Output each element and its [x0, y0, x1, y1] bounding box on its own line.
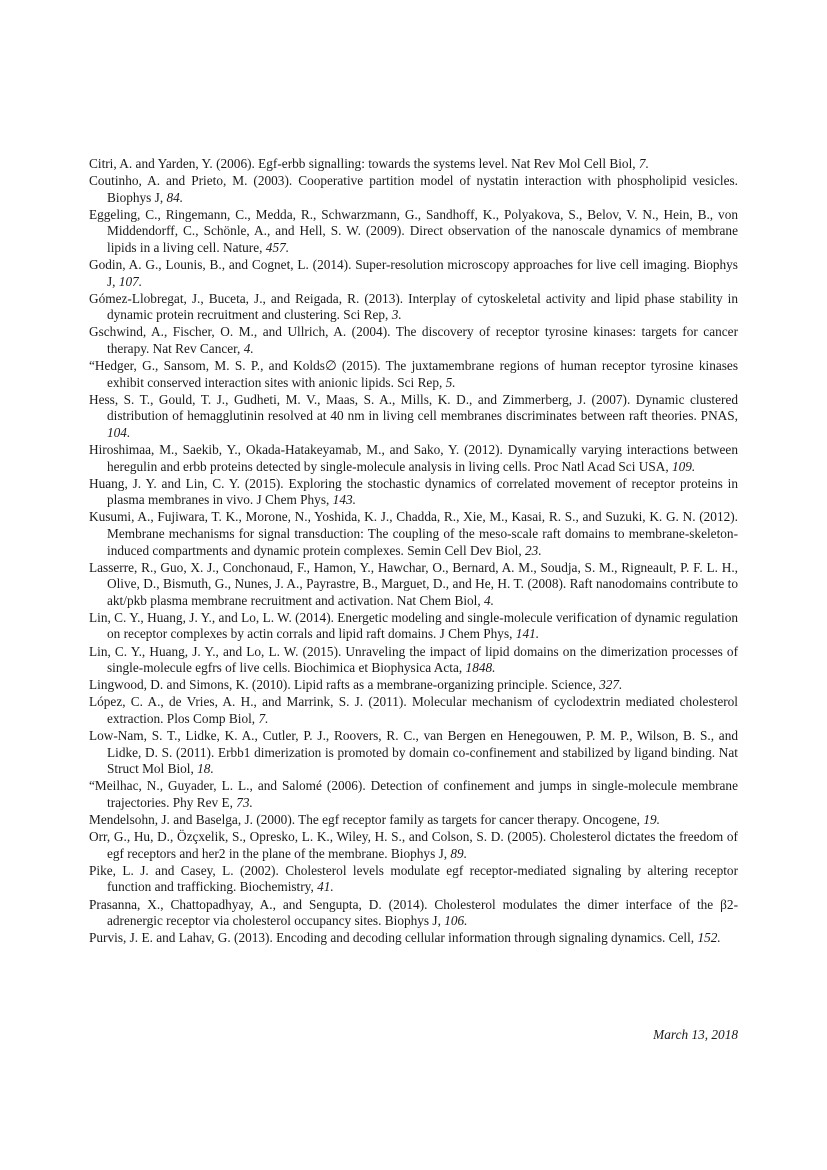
- reference-entry: [89, 173, 738, 206]
- reference-volume: 106.: [444, 913, 468, 929]
- reference-text: Purvis, J. E. and Lahav, G. (2013). Encoding and decoding cellular information through signaling dynamics. Cell,: [89, 930, 698, 946]
- reference-volume: 104.: [107, 424, 131, 440]
- reference-entry: [89, 476, 738, 509]
- reference-text: Coutinho, A. and Prieto, M. (2003). Cooperative partition model of nystatin interaction with phospholipid vesicles. Biophys J,: [89, 173, 738, 205]
- reference-volume: 109.: [671, 458, 696, 474]
- reference-volume: 107.: [118, 273, 143, 289]
- reference-entry: [89, 930, 738, 947]
- reference-volume: 7.: [638, 156, 649, 171]
- reference-text: López, C. A., de Vries, A. H., and Marrink, S. J. (2011). Molecular mechanism of cyclodextrin mediated cholesterol extraction. Plos Comp Biol,: [89, 694, 738, 726]
- reference-text: Low-Nam, S. T., Lidke, K. A., Cutler, P. J., Roovers, R. C., van Bergen en Henegouwen, P. M. P., Wilson, B. S., and Lidke, D. S. (2011). Erbb1 dimerization is promoted by domain co-confinement and stabilized by ligand binding. Nat Struct Mol Biol,: [89, 728, 738, 777]
- reference-text: “Meilhac, N., Guyader, L. L., and Salomé (2006). Detection of confinement and jumps in single-molecule membrane trajectories. Phy Rev E,: [89, 778, 738, 810]
- reference-entry: [89, 291, 738, 324]
- reference-text: Kusumi, A., Fujiwara, T. K., Morone, N., Yoshida, K. J., Chadda, R., Xie, M., Kasai, R. S., and Suzuki, K. G. N. (2012). Membrane mechanisms for signal transduction: The coupling of the meso-scale raft domains to membrane-skeleton-induced compartments and dynamic protein complexes. Semin Cell Dev Biol,: [89, 509, 738, 558]
- reference-text: Gschwind, A., Fischer, O. M., and Ullrich, A. (2004). The discovery of receptor tyrosine kinases: targets for cancer therapy. Nat Rev Cancer,: [89, 324, 738, 356]
- reference-volume: 5.: [445, 374, 456, 390]
- reference-text: Hiroshimaa, M., Saekib, Y., Okada-Hatakeyamab, M., and Sako, Y. (2012). Dynamically varying interactions between heregulin and erbb proteins detected by single-molecule analysis in living cells. Proc Natl Acad Sci USA,: [89, 442, 738, 474]
- reference-volume: 7.: [258, 710, 269, 726]
- reference-entry: [89, 677, 738, 694]
- reference-entry: [89, 207, 738, 257]
- page-footer-date: March 13, 2018: [653, 1027, 738, 1042]
- reference-entry: [89, 778, 738, 811]
- reference-entry: [89, 509, 738, 559]
- reference-entry: [89, 644, 738, 677]
- reference-volume: 89.: [450, 845, 468, 861]
- reference-entry: [89, 694, 738, 727]
- reference-text: Godin, A. G., Lounis, B., and Cognet, L. (2014). Super-resolution microscopy approaches for live cell imaging. Biophys J,: [89, 257, 738, 289]
- reference-text: Citri, A. and Yarden, Y. (2006). Egf-erbb signalling: towards the systems level. Nat Rev Mol Cell Biol,: [89, 156, 639, 171]
- reference-entry: [89, 812, 738, 829]
- reference-entry: [89, 728, 738, 778]
- reference-entry: [89, 156, 738, 173]
- reference-entry: [89, 829, 738, 862]
- reference-entry: [89, 560, 738, 610]
- reference-volume: 18.: [197, 761, 214, 777]
- reference-volume: 141.: [515, 626, 540, 642]
- reference-text: Lin, C. Y., Huang, J. Y., and Lo, L. W. (2014). Energetic modeling and single-molecule verification of dynamic regulation on receptor complexes by actin corrals and lipid raft domains. J Chem Phys,: [89, 609, 738, 642]
- reference-text: Orr, G., Hu, D., Özçxelik, S., Opresko, L. K., Wiley, H. S., and Colson, S. D. (2005). Cholesterol dictates the freedom of egf receptors and her2 in the plane of the membrane. Biophys J,: [89, 829, 738, 861]
- reference-volume: 152.: [697, 930, 721, 946]
- reference-volume: 3.: [391, 307, 402, 323]
- reference-volume: 1848.: [465, 660, 496, 676]
- reference-volume: 327.: [599, 677, 623, 693]
- reference-text: Prasanna, X., Chattopadhyay, A., and Sengupta, D. (2014). Cholesterol modulates the dimer interface of the β2-adrenergic receptor via cholesterol occupancy sites. Biophys J,: [89, 896, 738, 929]
- reference-volume: 4.: [484, 592, 494, 608]
- reference-volume: 457.: [265, 239, 290, 255]
- reference-text: Lin, C. Y., Huang, J. Y., and Lo, L. W. (2015). Unraveling the impact of lipid domains on the dimerization processes of single-molecule egfrs of live cells. Biochimica et Biophysica Acta,: [89, 643, 738, 676]
- reference-entry: [89, 324, 738, 357]
- reference-text: Gómez-Llobregat, J., Buceta, J., and Reigada, R. (2013). Interplay of cytoskeletal activity and lipid phase stability in dynamic protein recruitment and clustering. Sci Rep,: [89, 290, 738, 323]
- reference-entry: [89, 358, 738, 391]
- reference-text: Eggeling, C., Ringemann, C., Medda, R., Schwarzmann, G., Sandhoff, K., Polyakova, S., Belov, V. N., Hein, B., von Middendorff, C., Schönle, A., and Hell, S. W. (2009). Direct observation of the nanoscale dynamics of membrane lipids in a living cell. Nature,: [89, 206, 738, 255]
- reference-entry: [89, 610, 738, 643]
- reference-entry: [89, 442, 738, 475]
- reference-entry: [89, 392, 738, 442]
- reference-text: Huang, J. Y. and Lin, C. Y. (2015). Exploring the stochastic dynamics of correlated movement of receptor proteins in plasma membranes in vivo. J Chem Phys,: [89, 475, 738, 508]
- reference-volume: 4.: [243, 340, 254, 356]
- reference-entry: [89, 863, 738, 896]
- reference-text: Pike, L. J. and Casey, L. (2002). Cholesterol levels modulate egf receptor-mediated signaling by altering receptor function and trafficking. Biochemistry,: [89, 862, 738, 895]
- reference-text: Mendelsohn, J. and Baselga, J. (2000). The egf receptor family as targets for cancer therapy. Oncogene,: [89, 812, 644, 828]
- reference-volume: 41.: [317, 879, 334, 895]
- reference-entry: [89, 897, 738, 930]
- reference-text: Lasserre, R., Guo, X. J., Conchonaud, F., Hamon, Y., Hawchar, O., Bernard, A. M., Soudja, S. M., Rigneault, P. F. L. H., Olive, D., Bismuth, G., Nunes, J. A., Payrastre, B., Marguet, D., and He, H. T. (2008). Raft nanodomains contribute to akt/pkb plasma membrane recruitment and activation. Nat Chem Biol,: [89, 559, 738, 608]
- reference-entry: [89, 257, 738, 290]
- reference-volume: 84.: [166, 189, 184, 205]
- reference-volume: 19.: [643, 812, 660, 828]
- reference-volume: 73.: [236, 794, 253, 810]
- reference-text: “Hedger, G., Sansom, M. S. P., and Kolds∅ (2015). The juxtamembrane regions of human receptor tyrosine kinases exhibit conserved interaction sites with anionic lipids. Sci Rep,: [89, 358, 738, 390]
- reference-list: [89, 156, 738, 947]
- reference-text: Lingwood, D. and Simons, K. (2010). Lipid rafts as a membrane-organizing principle. Science,: [89, 677, 600, 693]
- reference-volume: 143.: [332, 492, 356, 508]
- reference-volume: 23.: [525, 542, 542, 558]
- reference-text: Hess, S. T., Gould, T. J., Gudheti, M. V., Maas, S. A., Mills, K. D., and Zimmerberg, J. (2007). Dynamic clustered distribution of hemagglutinin resolved at 40 nm in living cell membranes discriminates between raft theories. PNAS,: [89, 391, 738, 424]
